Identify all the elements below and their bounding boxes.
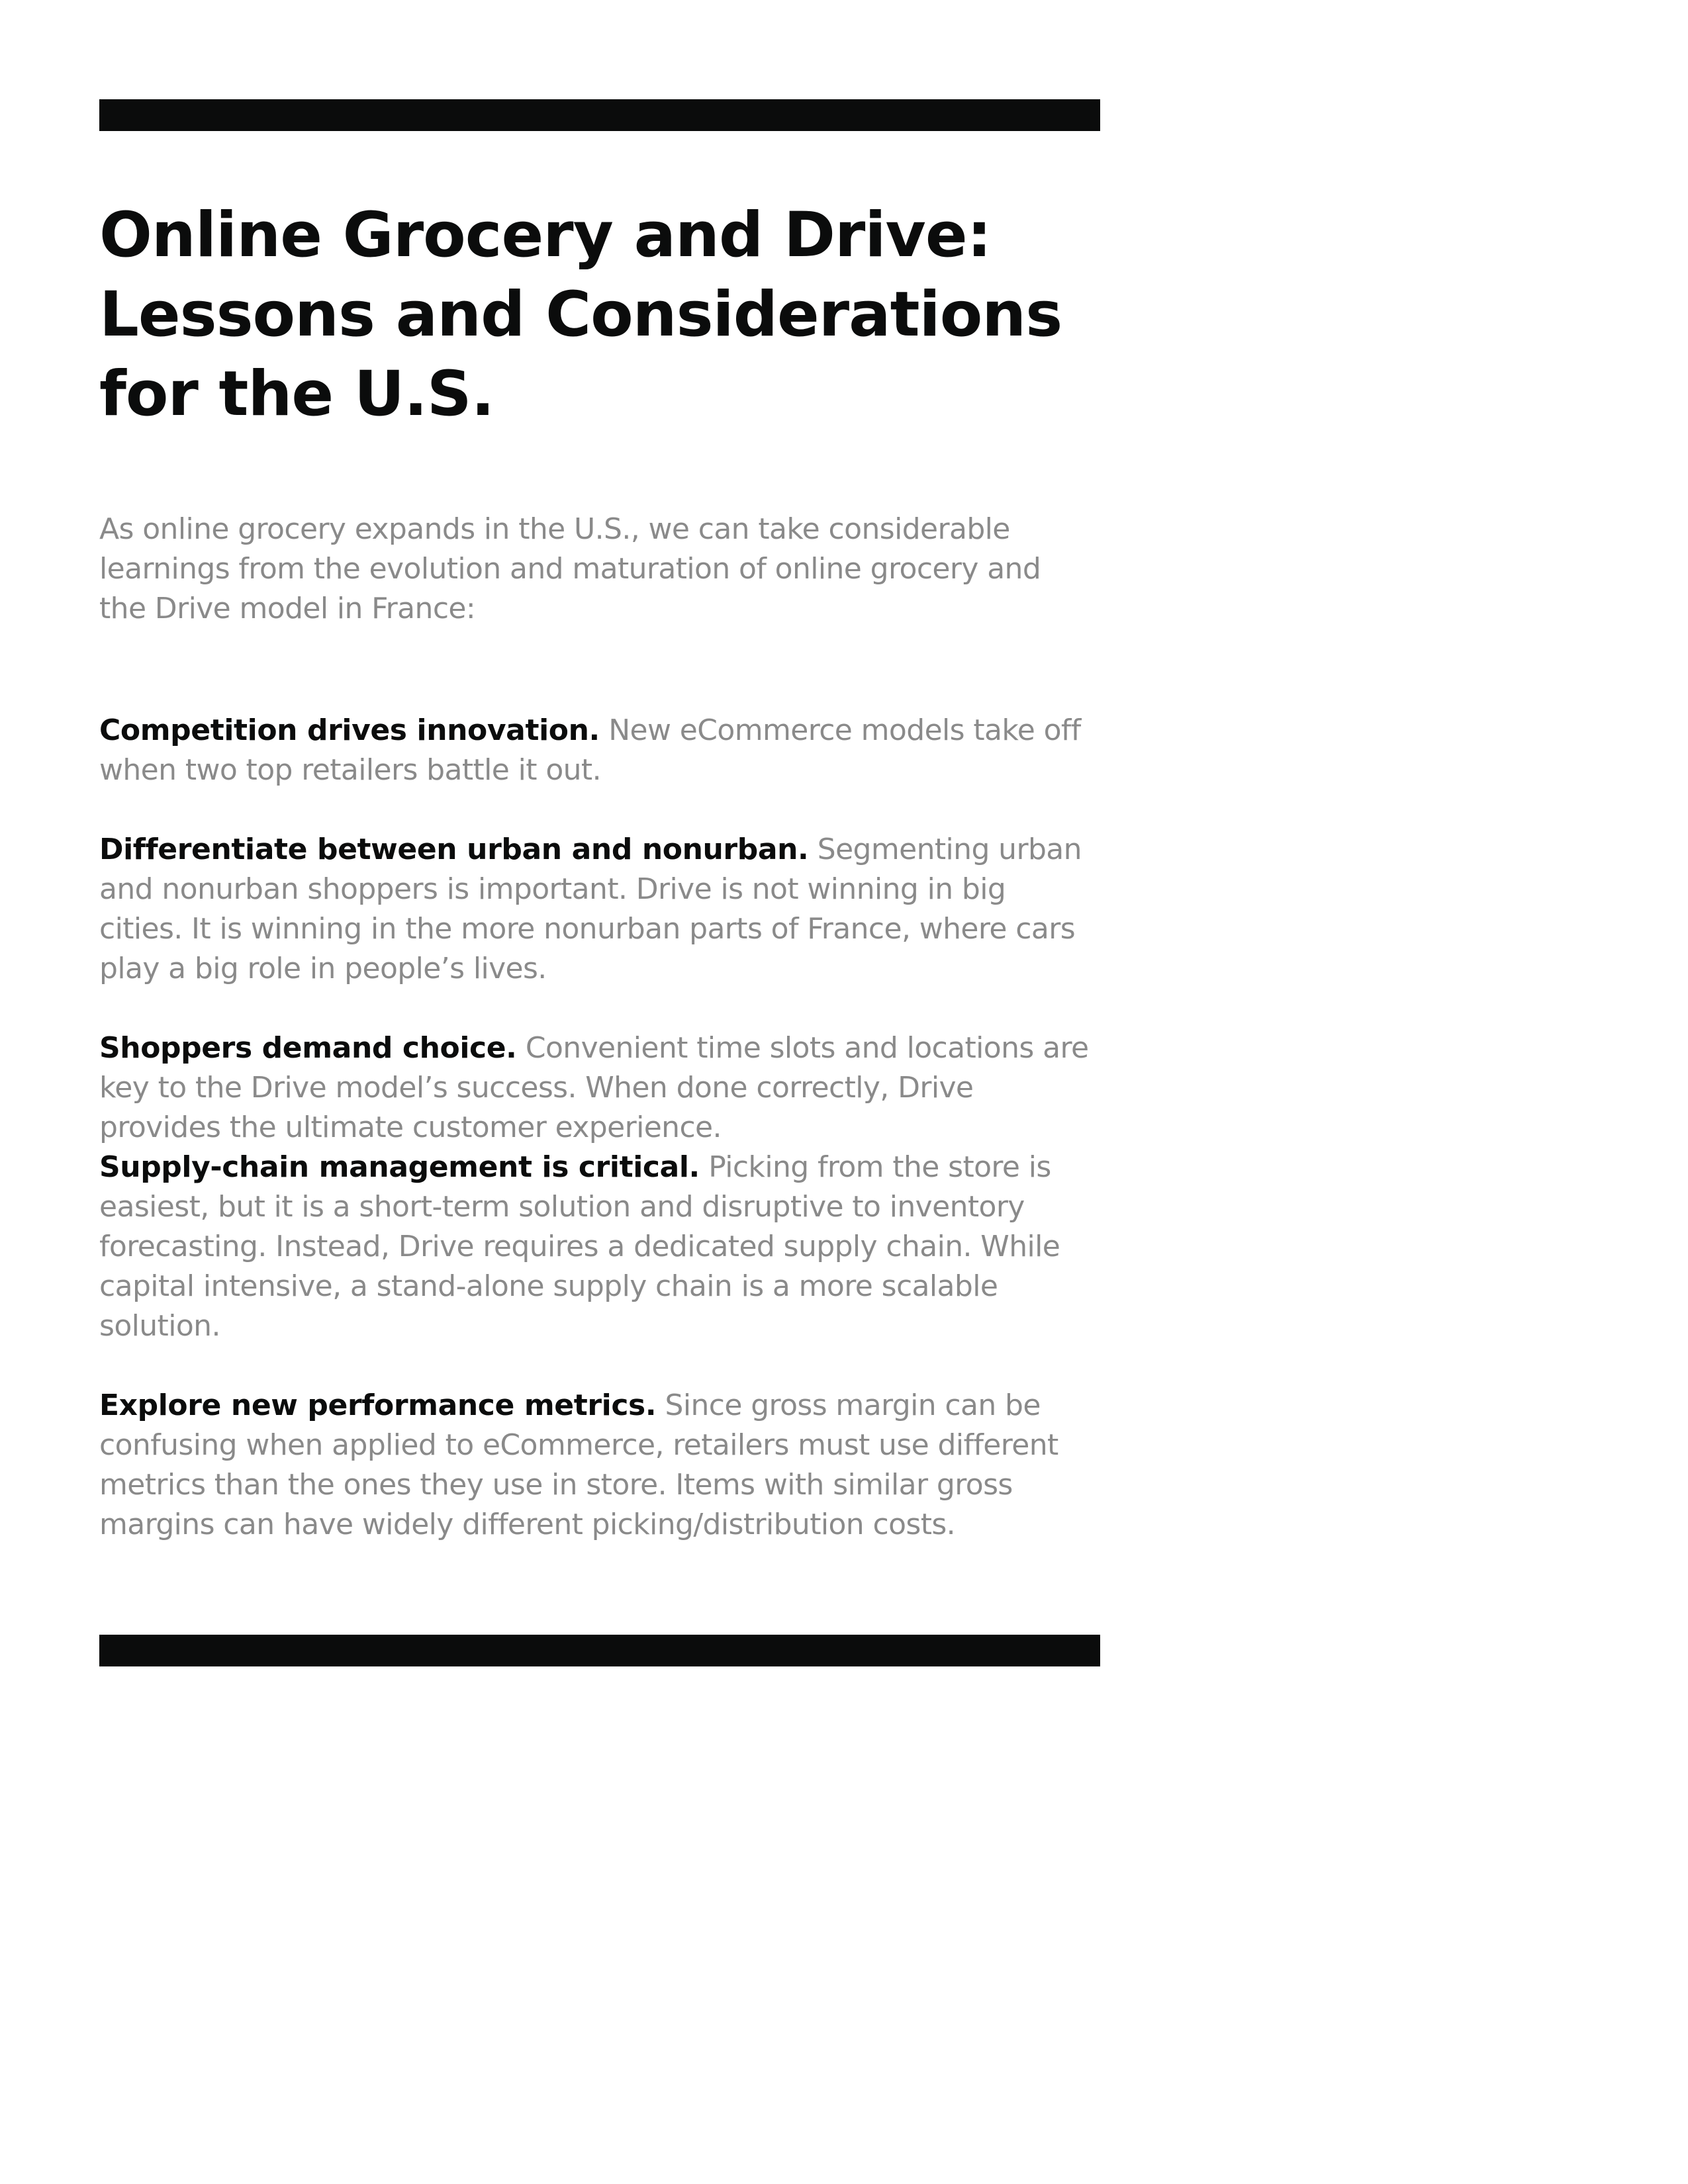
lesson-competition [99, 711, 1092, 790]
lesson-urban-nonurban [99, 830, 1092, 989]
lesson-lead: Explore new performance metrics. [99, 1388, 657, 1422]
title-line: Lessons and Considerations [99, 279, 1062, 351]
bottom-rule [99, 1635, 1100, 1666]
lesson-metrics [99, 1386, 1092, 1545]
lesson-text: Convenient time slots and locations are key to the Drive model’s success. When done correctly, Drive provides the ultimate customer experience. [99, 1031, 1089, 1144]
lesson-lead: Shoppers demand choice. [99, 1031, 517, 1065]
lesson-text: Since gross margin can be confusing when applied to eCommerce, retailers must use different metrics than the ones they use in store. Items with similar gross margins can have widely different picking/distribution costs. [99, 1388, 1058, 1541]
lesson-lead: Supply-chain management is critical. [99, 1150, 700, 1184]
intro-paragraph: As online grocery expands in the U.S., we can take considerable learnings from the evolution and maturation of online grocery and the Drive model in France: [99, 512, 1041, 625]
lesson-lead: Differentiate between urban and nonurban. [99, 833, 809, 866]
title-line: Online Grocery and Drive: [99, 199, 992, 271]
lesson-text: New eCommerce models take off when two top retailers battle it out. [99, 713, 1081, 787]
lesson-text: Picking from the store is easiest, but it is a short-term solution and disruptive to inventory forecasting. Instead, Drive requires a dedicated supply chain. While capital intensive, a stand-alone supply chain is a more scalable solution. [99, 1150, 1060, 1343]
title-line: for the U.S. [99, 358, 494, 430]
top-rule [99, 99, 1100, 131]
lesson-choice [99, 1028, 1092, 1148]
lesson-supply-chain [99, 1148, 1092, 1346]
lesson-text: Segmenting urban and nonurban shoppers is important. Drive is not winning in big cities. It is winning in the more nonurban parts of France, where cars play a big role in people’s lives. [99, 833, 1082, 985]
lesson-lead: Competition drives innovation. [99, 713, 600, 747]
page-title [99, 196, 1092, 434]
